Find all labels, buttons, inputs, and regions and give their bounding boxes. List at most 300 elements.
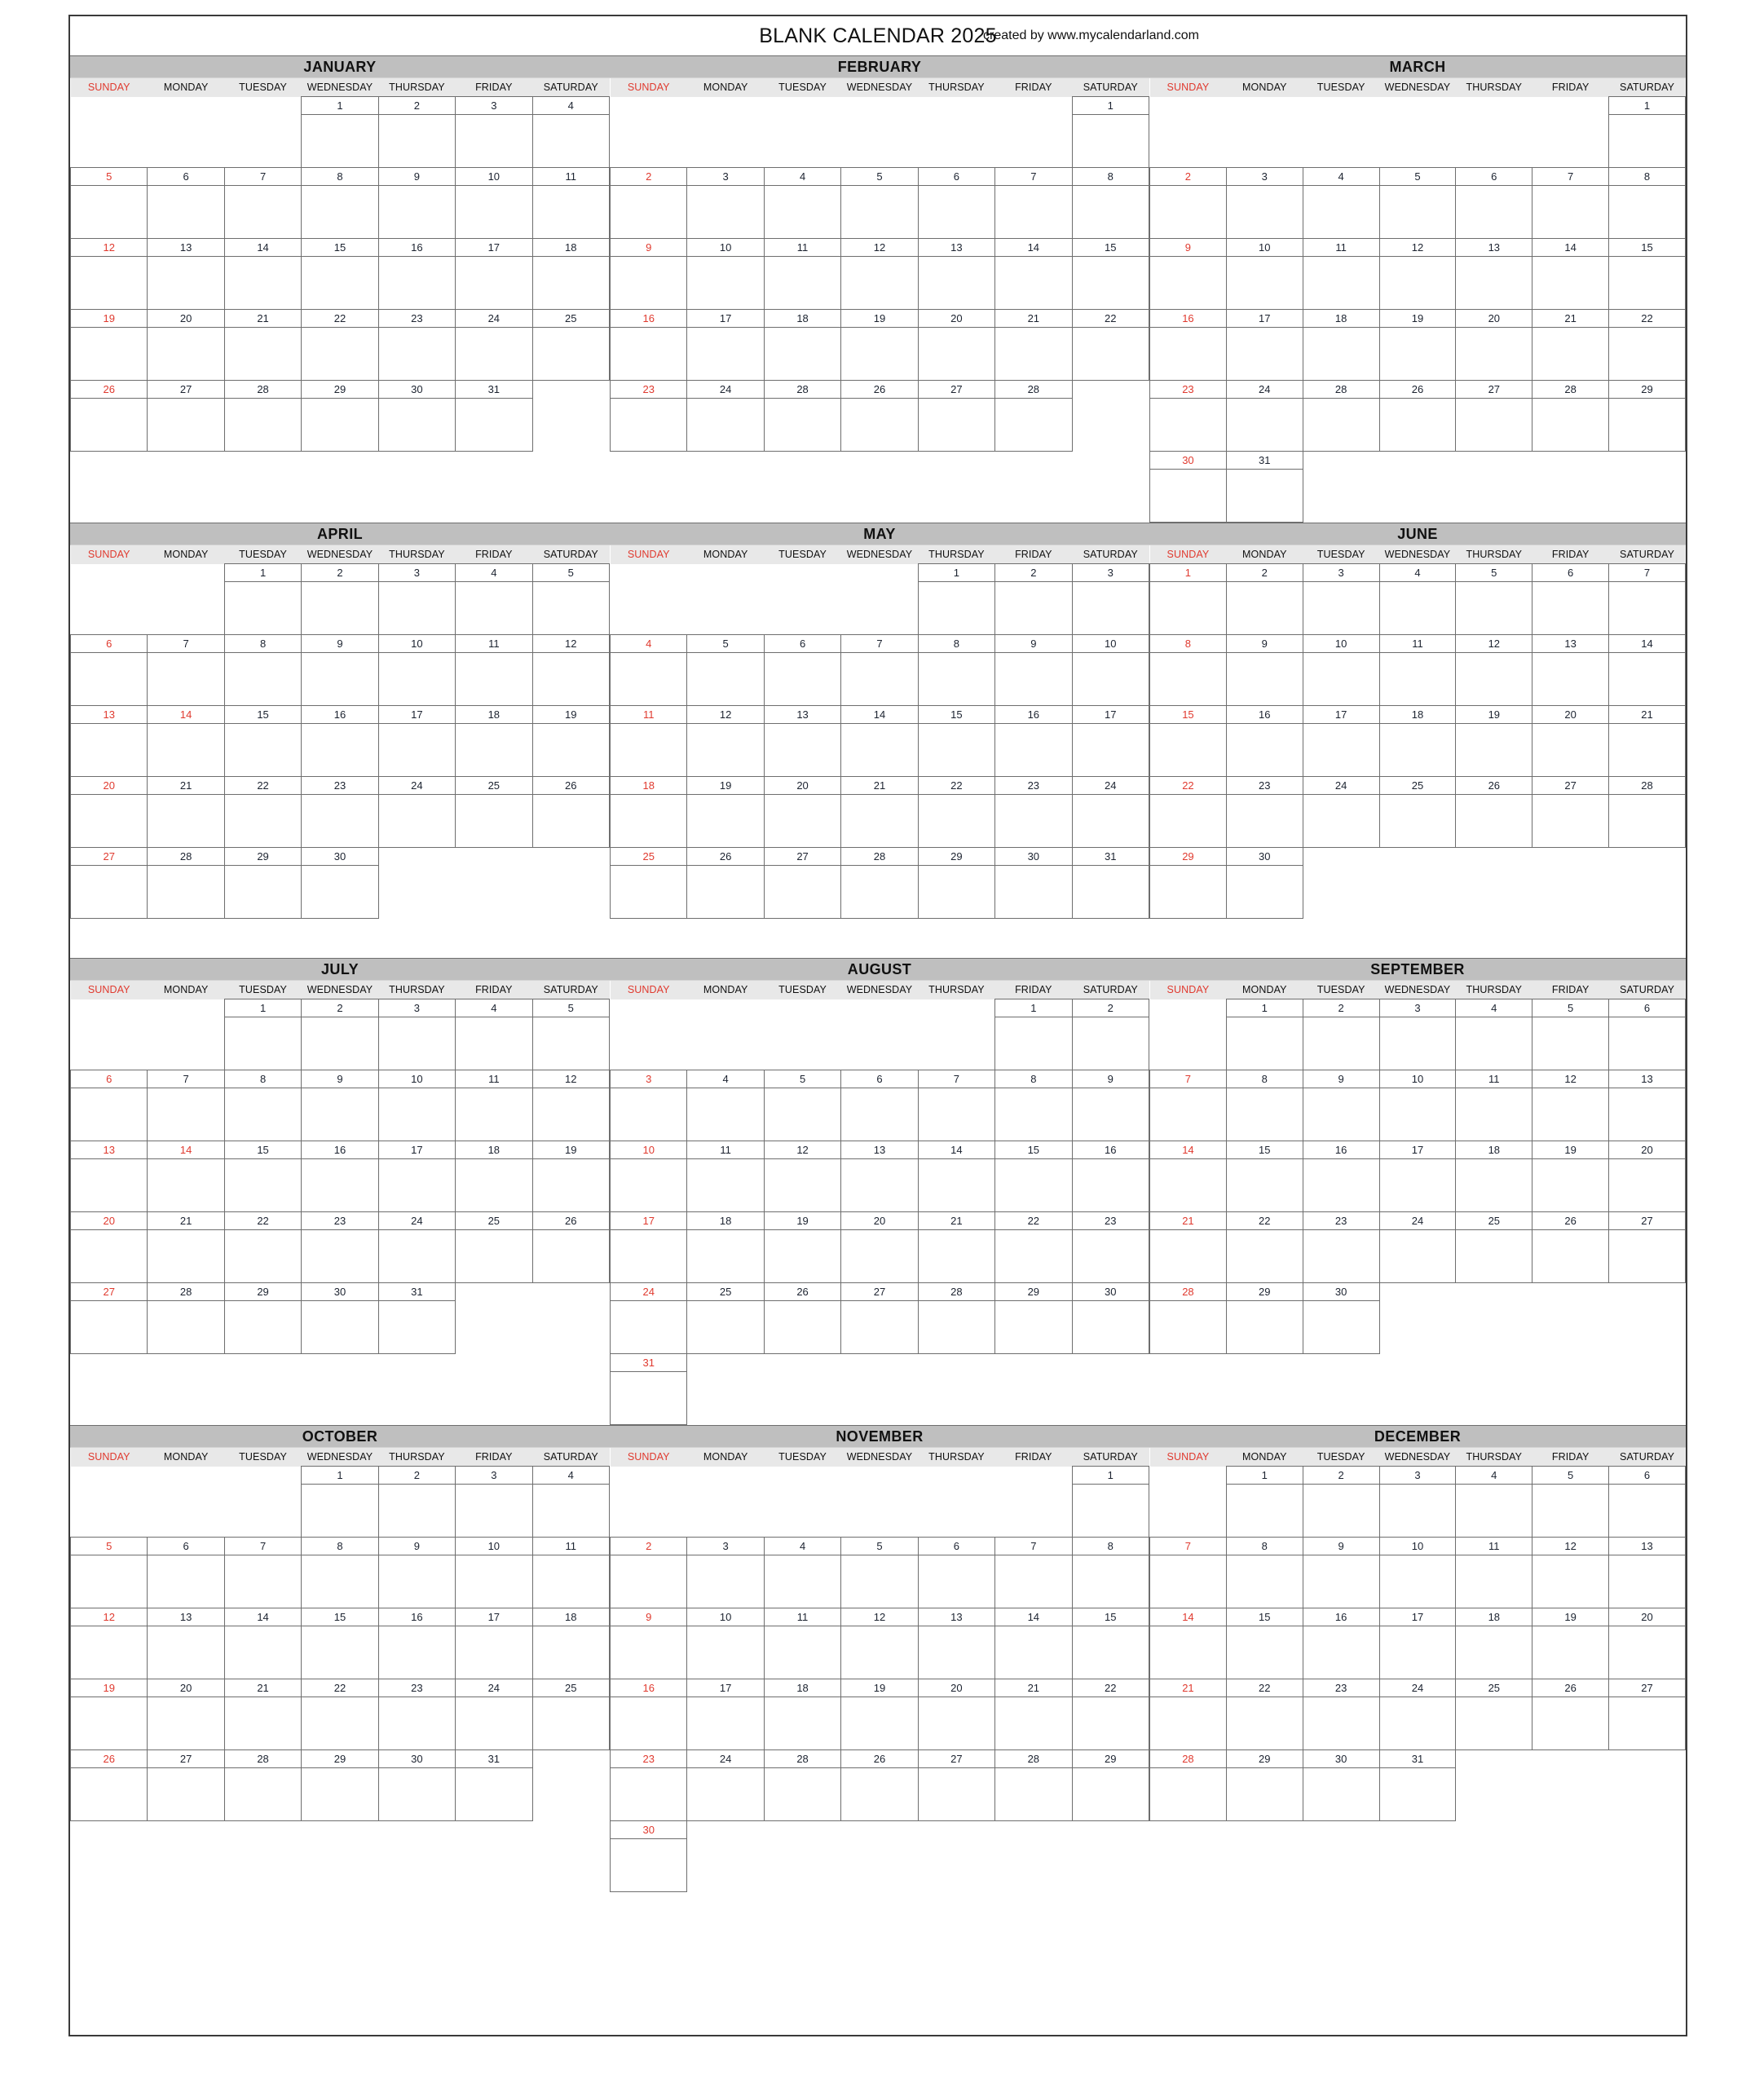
day-number-cell[interactable]: 9 <box>1150 239 1227 257</box>
day-number-cell[interactable]: 22 <box>224 777 301 795</box>
day-number-cell[interactable]: 29 <box>302 1750 378 1768</box>
day-number-cell[interactable]: 9 <box>611 1608 687 1626</box>
day-note-cell[interactable] <box>918 653 994 706</box>
day-note-cell[interactable] <box>841 795 918 848</box>
day-note-cell[interactable] <box>1532 724 1609 777</box>
day-note-cell[interactable] <box>1609 1626 1686 1679</box>
day-note-cell[interactable] <box>1532 1088 1609 1141</box>
day-number-cell[interactable]: 28 <box>764 1750 840 1768</box>
day-number-cell[interactable]: 24 <box>687 1750 764 1768</box>
day-note-cell[interactable] <box>302 724 378 777</box>
day-number-cell[interactable]: 24 <box>456 1679 532 1697</box>
day-note-cell[interactable] <box>456 653 532 706</box>
day-number-cell[interactable]: 19 <box>687 777 764 795</box>
day-number-cell[interactable]: 27 <box>148 1750 224 1768</box>
day-note-cell[interactable] <box>918 582 994 635</box>
day-note-cell[interactable] <box>687 257 764 310</box>
day-number-cell[interactable]: 31 <box>456 1750 532 1768</box>
day-note-cell[interactable] <box>224 582 301 635</box>
day-number-cell[interactable]: 14 <box>224 239 301 257</box>
day-number-cell[interactable]: 18 <box>1303 310 1379 328</box>
day-note-cell[interactable] <box>1609 653 1686 706</box>
day-number-cell[interactable]: 20 <box>918 1679 994 1697</box>
day-note-cell[interactable] <box>611 1697 687 1750</box>
day-note-cell[interactable] <box>764 1230 840 1283</box>
day-note-cell[interactable] <box>1226 1768 1303 1821</box>
day-number-cell[interactable]: 4 <box>764 168 840 186</box>
day-note-cell[interactable] <box>1303 582 1379 635</box>
day-number-cell[interactable]: 27 <box>71 848 148 866</box>
day-note-cell[interactable] <box>841 1555 918 1608</box>
day-number-cell[interactable]: 26 <box>1532 1212 1609 1230</box>
day-note-cell[interactable] <box>148 1626 224 1679</box>
day-number-cell[interactable]: 1 <box>224 564 301 582</box>
day-number-cell[interactable]: 11 <box>1456 1070 1532 1088</box>
day-note-cell[interactable] <box>1226 1555 1303 1608</box>
day-note-cell[interactable] <box>918 328 994 381</box>
day-note-cell[interactable] <box>841 724 918 777</box>
day-note-cell[interactable] <box>532 115 609 168</box>
day-number-cell[interactable]: 12 <box>1532 1538 1609 1555</box>
day-number-cell[interactable]: 19 <box>1456 706 1532 724</box>
day-note-cell[interactable] <box>1226 866 1303 919</box>
day-note-cell[interactable] <box>1379 795 1456 848</box>
day-number-cell[interactable]: 24 <box>456 310 532 328</box>
day-number-cell[interactable]: 1 <box>302 97 378 115</box>
day-note-cell[interactable] <box>764 795 840 848</box>
day-number-cell[interactable]: 10 <box>1303 635 1379 653</box>
day-note-cell[interactable] <box>456 1626 532 1679</box>
day-note-cell[interactable] <box>302 1159 378 1212</box>
day-note-cell[interactable] <box>995 1230 1072 1283</box>
day-note-cell[interactable] <box>1609 328 1686 381</box>
day-number-cell[interactable]: 17 <box>687 310 764 328</box>
day-note-cell[interactable] <box>1532 582 1609 635</box>
day-note-cell[interactable] <box>1072 1768 1149 1821</box>
day-number-cell[interactable]: 29 <box>995 1283 1072 1301</box>
day-note-cell[interactable] <box>302 1301 378 1354</box>
day-number-cell[interactable]: 11 <box>1303 239 1379 257</box>
day-note-cell[interactable] <box>532 1017 609 1070</box>
day-number-cell[interactable]: 3 <box>1379 1467 1456 1485</box>
day-note-cell[interactable] <box>841 1301 918 1354</box>
day-note-cell[interactable] <box>1303 257 1379 310</box>
day-note-cell[interactable] <box>532 1626 609 1679</box>
day-number-cell[interactable]: 3 <box>1072 564 1149 582</box>
day-note-cell[interactable] <box>1609 1697 1686 1750</box>
day-number-cell[interactable]: 30 <box>1072 1283 1149 1301</box>
day-note-cell[interactable] <box>1072 582 1149 635</box>
day-number-cell[interactable]: 13 <box>764 706 840 724</box>
day-number-cell[interactable]: 9 <box>1303 1070 1379 1088</box>
day-note-cell[interactable] <box>611 724 687 777</box>
day-note-cell[interactable] <box>1226 582 1303 635</box>
day-note-cell[interactable] <box>764 724 840 777</box>
day-number-cell[interactable]: 9 <box>1226 635 1303 653</box>
day-note-cell[interactable] <box>995 582 1072 635</box>
day-note-cell[interactable] <box>1532 653 1609 706</box>
day-note-cell[interactable] <box>1379 1159 1456 1212</box>
day-note-cell[interactable] <box>302 1230 378 1283</box>
day-number-cell[interactable]: 7 <box>995 168 1072 186</box>
day-number-cell[interactable]: 27 <box>1456 381 1532 399</box>
day-number-cell[interactable]: 11 <box>764 1608 840 1626</box>
day-number-cell[interactable]: 31 <box>456 381 532 399</box>
day-note-cell[interactable] <box>995 1697 1072 1750</box>
day-number-cell[interactable]: 23 <box>1303 1212 1379 1230</box>
day-number-cell[interactable]: 19 <box>71 1679 148 1697</box>
day-note-cell[interactable] <box>1072 795 1149 848</box>
day-note-cell[interactable] <box>1303 399 1379 452</box>
day-note-cell[interactable] <box>224 1230 301 1283</box>
day-number-cell[interactable]: 29 <box>1609 381 1686 399</box>
day-number-cell[interactable]: 13 <box>148 1608 224 1626</box>
day-note-cell[interactable] <box>1150 186 1227 239</box>
day-note-cell[interactable] <box>918 1159 994 1212</box>
day-number-cell[interactable]: 8 <box>224 1070 301 1088</box>
day-number-cell[interactable]: 15 <box>1226 1608 1303 1626</box>
day-note-cell[interactable] <box>1379 1768 1456 1821</box>
day-note-cell[interactable] <box>71 1159 148 1212</box>
day-number-cell[interactable]: 3 <box>687 1538 764 1555</box>
day-note-cell[interactable] <box>378 795 455 848</box>
day-number-cell[interactable]: 30 <box>1303 1283 1379 1301</box>
day-number-cell[interactable]: 27 <box>918 381 994 399</box>
day-note-cell[interactable] <box>687 724 764 777</box>
day-number-cell[interactable]: 17 <box>687 1679 764 1697</box>
day-note-cell[interactable] <box>918 724 994 777</box>
day-number-cell[interactable]: 9 <box>378 168 455 186</box>
day-number-cell[interactable]: 25 <box>456 777 532 795</box>
day-number-cell[interactable]: 27 <box>1609 1212 1686 1230</box>
day-note-cell[interactable] <box>148 328 224 381</box>
day-number-cell[interactable]: 12 <box>1379 239 1456 257</box>
day-number-cell[interactable]: 24 <box>611 1283 687 1301</box>
day-number-cell[interactable]: 12 <box>532 1070 609 1088</box>
day-note-cell[interactable] <box>224 1626 301 1679</box>
day-note-cell[interactable] <box>1226 328 1303 381</box>
day-number-cell[interactable]: 27 <box>1609 1679 1686 1697</box>
day-number-cell[interactable]: 28 <box>841 848 918 866</box>
day-number-cell[interactable]: 20 <box>71 1212 148 1230</box>
day-note-cell[interactable] <box>302 328 378 381</box>
day-note-cell[interactable] <box>532 328 609 381</box>
day-number-cell[interactable]: 26 <box>71 1750 148 1768</box>
day-number-cell[interactable]: 25 <box>532 310 609 328</box>
day-number-cell[interactable]: 11 <box>1379 635 1456 653</box>
day-number-cell[interactable]: 12 <box>764 1141 840 1159</box>
day-note-cell[interactable] <box>918 1088 994 1141</box>
day-note-cell[interactable] <box>1379 257 1456 310</box>
day-note-cell[interactable] <box>1303 724 1379 777</box>
day-number-cell[interactable]: 3 <box>687 168 764 186</box>
day-note-cell[interactable] <box>995 724 1072 777</box>
day-number-cell[interactable]: 18 <box>764 1679 840 1697</box>
day-number-cell[interactable]: 18 <box>456 1141 532 1159</box>
day-number-cell[interactable]: 19 <box>71 310 148 328</box>
day-number-cell[interactable]: 8 <box>1609 168 1686 186</box>
day-note-cell[interactable] <box>611 866 687 919</box>
day-note-cell[interactable] <box>302 1768 378 1821</box>
day-number-cell[interactable]: 5 <box>532 999 609 1017</box>
day-number-cell[interactable]: 28 <box>224 381 301 399</box>
day-note-cell[interactable] <box>611 1230 687 1283</box>
day-note-cell[interactable] <box>302 115 378 168</box>
day-note-cell[interactable] <box>611 653 687 706</box>
day-note-cell[interactable] <box>456 257 532 310</box>
day-number-cell[interactable]: 14 <box>995 1608 1072 1626</box>
day-note-cell[interactable] <box>148 1230 224 1283</box>
day-note-cell[interactable] <box>71 1088 148 1141</box>
day-note-cell[interactable] <box>764 653 840 706</box>
day-number-cell[interactable]: 8 <box>1150 635 1227 653</box>
day-note-cell[interactable] <box>611 795 687 848</box>
day-note-cell[interactable] <box>71 257 148 310</box>
day-note-cell[interactable] <box>1609 257 1686 310</box>
day-number-cell[interactable]: 21 <box>995 310 1072 328</box>
day-number-cell[interactable]: 13 <box>148 239 224 257</box>
day-number-cell[interactable]: 7 <box>995 1538 1072 1555</box>
day-number-cell[interactable]: 27 <box>764 848 840 866</box>
day-number-cell[interactable]: 6 <box>1609 1467 1686 1485</box>
day-note-cell[interactable] <box>1609 115 1686 168</box>
day-note-cell[interactable] <box>378 1088 455 1141</box>
day-number-cell[interactable]: 15 <box>302 239 378 257</box>
day-number-cell[interactable]: 23 <box>1226 777 1303 795</box>
day-note-cell[interactable] <box>1150 1768 1227 1821</box>
day-number-cell[interactable]: 19 <box>841 310 918 328</box>
day-number-cell[interactable]: 11 <box>456 635 532 653</box>
day-note-cell[interactable] <box>764 1159 840 1212</box>
day-note-cell[interactable] <box>1303 1697 1379 1750</box>
day-note-cell[interactable] <box>1150 1159 1227 1212</box>
day-note-cell[interactable] <box>1072 653 1149 706</box>
day-number-cell[interactable]: 16 <box>302 1141 378 1159</box>
day-note-cell[interactable] <box>995 1626 1072 1679</box>
day-number-cell[interactable]: 4 <box>456 564 532 582</box>
day-note-cell[interactable] <box>1379 1017 1456 1070</box>
day-number-cell[interactable]: 26 <box>532 1212 609 1230</box>
day-number-cell[interactable]: 20 <box>1456 310 1532 328</box>
day-note-cell[interactable] <box>456 1159 532 1212</box>
day-note-cell[interactable] <box>1226 1301 1303 1354</box>
day-note-cell[interactable] <box>995 1301 1072 1354</box>
day-number-cell[interactable]: 15 <box>224 706 301 724</box>
day-number-cell[interactable]: 17 <box>456 239 532 257</box>
day-note-cell[interactable] <box>611 257 687 310</box>
day-number-cell[interactable]: 6 <box>148 168 224 186</box>
day-number-cell[interactable]: 31 <box>1072 848 1149 866</box>
day-note-cell[interactable] <box>1226 470 1303 523</box>
day-note-cell[interactable] <box>224 399 301 452</box>
day-number-cell[interactable]: 26 <box>687 848 764 866</box>
day-note-cell[interactable] <box>302 582 378 635</box>
day-note-cell[interactable] <box>532 653 609 706</box>
day-number-cell[interactable]: 19 <box>532 706 609 724</box>
day-number-cell[interactable]: 28 <box>148 1283 224 1301</box>
day-number-cell[interactable]: 29 <box>224 1283 301 1301</box>
day-number-cell[interactable]: 20 <box>148 310 224 328</box>
day-number-cell[interactable]: 17 <box>1072 706 1149 724</box>
day-number-cell[interactable]: 11 <box>764 239 840 257</box>
day-note-cell[interactable] <box>995 399 1072 452</box>
day-number-cell[interactable]: 2 <box>1150 168 1227 186</box>
day-note-cell[interactable] <box>1379 1088 1456 1141</box>
day-note-cell[interactable] <box>1072 1159 1149 1212</box>
day-note-cell[interactable] <box>1226 1230 1303 1283</box>
day-note-cell[interactable] <box>378 724 455 777</box>
day-number-cell[interactable]: 21 <box>224 310 301 328</box>
day-note-cell[interactable] <box>1379 724 1456 777</box>
day-number-cell[interactable]: 17 <box>378 1141 455 1159</box>
day-note-cell[interactable] <box>1150 866 1227 919</box>
day-note-cell[interactable] <box>1303 328 1379 381</box>
day-number-cell[interactable]: 27 <box>918 1750 994 1768</box>
day-note-cell[interactable] <box>302 795 378 848</box>
day-note-cell[interactable] <box>1226 724 1303 777</box>
day-note-cell[interactable] <box>1379 186 1456 239</box>
day-note-cell[interactable] <box>1072 1017 1149 1070</box>
day-note-cell[interactable] <box>687 653 764 706</box>
day-number-cell[interactable]: 10 <box>1379 1070 1456 1088</box>
day-number-cell[interactable]: 30 <box>1303 1750 1379 1768</box>
day-note-cell[interactable] <box>1456 1555 1532 1608</box>
day-number-cell[interactable]: 5 <box>1456 564 1532 582</box>
day-note-cell[interactable] <box>687 328 764 381</box>
day-number-cell[interactable]: 7 <box>1150 1070 1227 1088</box>
day-note-cell[interactable] <box>918 257 994 310</box>
day-number-cell[interactable]: 17 <box>1379 1608 1456 1626</box>
day-number-cell[interactable]: 10 <box>687 239 764 257</box>
day-note-cell[interactable] <box>995 866 1072 919</box>
day-number-cell[interactable]: 28 <box>1150 1283 1227 1301</box>
day-note-cell[interactable] <box>302 1626 378 1679</box>
day-number-cell[interactable]: 20 <box>918 310 994 328</box>
day-note-cell[interactable] <box>1456 328 1532 381</box>
day-note-cell[interactable] <box>1303 1555 1379 1608</box>
day-number-cell[interactable]: 13 <box>1609 1070 1686 1088</box>
day-note-cell[interactable] <box>1532 1017 1609 1070</box>
day-note-cell[interactable] <box>224 1555 301 1608</box>
day-number-cell[interactable]: 22 <box>224 1212 301 1230</box>
day-number-cell[interactable]: 30 <box>1150 452 1227 470</box>
day-note-cell[interactable] <box>1072 328 1149 381</box>
day-number-cell[interactable]: 10 <box>378 1070 455 1088</box>
day-number-cell[interactable]: 4 <box>611 635 687 653</box>
day-number-cell[interactable]: 12 <box>1532 1070 1609 1088</box>
day-note-cell[interactable] <box>687 1088 764 1141</box>
day-number-cell[interactable]: 18 <box>1379 706 1456 724</box>
day-number-cell[interactable]: 25 <box>1456 1679 1532 1697</box>
day-number-cell[interactable]: 13 <box>918 239 994 257</box>
day-number-cell[interactable]: 11 <box>687 1141 764 1159</box>
day-number-cell[interactable]: 19 <box>1379 310 1456 328</box>
day-note-cell[interactable] <box>1226 1485 1303 1538</box>
day-note-cell[interactable] <box>1609 399 1686 452</box>
day-note-cell[interactable] <box>995 1159 1072 1212</box>
day-note-cell[interactable] <box>302 653 378 706</box>
day-note-cell[interactable] <box>224 653 301 706</box>
day-note-cell[interactable] <box>148 724 224 777</box>
day-note-cell[interactable] <box>71 328 148 381</box>
day-note-cell[interactable] <box>1532 1626 1609 1679</box>
day-number-cell[interactable]: 10 <box>456 1538 532 1555</box>
day-note-cell[interactable] <box>378 399 455 452</box>
day-number-cell[interactable]: 16 <box>378 1608 455 1626</box>
day-note-cell[interactable] <box>687 795 764 848</box>
day-note-cell[interactable] <box>456 795 532 848</box>
day-note-cell[interactable] <box>456 1017 532 1070</box>
day-number-cell[interactable]: 4 <box>456 999 532 1017</box>
day-number-cell[interactable]: 24 <box>1072 777 1149 795</box>
day-number-cell[interactable]: 19 <box>764 1212 840 1230</box>
day-note-cell[interactable] <box>764 186 840 239</box>
day-number-cell[interactable]: 16 <box>1303 1608 1379 1626</box>
day-number-cell[interactable]: 21 <box>224 1679 301 1697</box>
day-number-cell[interactable]: 11 <box>456 1070 532 1088</box>
day-note-cell[interactable] <box>71 724 148 777</box>
day-note-cell[interactable] <box>764 1301 840 1354</box>
day-note-cell[interactable] <box>456 1485 532 1538</box>
day-number-cell[interactable]: 22 <box>1072 1679 1149 1697</box>
day-number-cell[interactable]: 5 <box>841 168 918 186</box>
day-number-cell[interactable]: 14 <box>1150 1608 1227 1626</box>
day-number-cell[interactable]: 12 <box>841 1608 918 1626</box>
day-number-cell[interactable]: 24 <box>1226 381 1303 399</box>
day-number-cell[interactable]: 31 <box>1226 452 1303 470</box>
day-note-cell[interactable] <box>841 1626 918 1679</box>
day-number-cell[interactable]: 20 <box>1532 706 1609 724</box>
day-note-cell[interactable] <box>1456 724 1532 777</box>
day-note-cell[interactable] <box>1150 328 1227 381</box>
day-note-cell[interactable] <box>1532 328 1609 381</box>
day-note-cell[interactable] <box>224 186 301 239</box>
day-note-cell[interactable] <box>1609 1017 1686 1070</box>
day-number-cell[interactable]: 28 <box>1532 381 1609 399</box>
day-number-cell[interactable]: 7 <box>1609 564 1686 582</box>
day-number-cell[interactable]: 26 <box>841 1750 918 1768</box>
day-number-cell[interactable]: 15 <box>1226 1141 1303 1159</box>
day-number-cell[interactable]: 28 <box>995 1750 1072 1768</box>
day-note-cell[interactable] <box>378 1230 455 1283</box>
day-number-cell[interactable]: 27 <box>841 1283 918 1301</box>
day-number-cell[interactable]: 6 <box>148 1538 224 1555</box>
day-number-cell[interactable]: 8 <box>1226 1538 1303 1555</box>
day-number-cell[interactable]: 25 <box>687 1283 764 1301</box>
day-number-cell[interactable]: 10 <box>1072 635 1149 653</box>
day-number-cell[interactable]: 13 <box>1609 1538 1686 1555</box>
day-number-cell[interactable]: 22 <box>1226 1679 1303 1697</box>
day-note-cell[interactable] <box>532 1159 609 1212</box>
day-note-cell[interactable] <box>687 1697 764 1750</box>
day-number-cell[interactable]: 29 <box>302 381 378 399</box>
day-note-cell[interactable] <box>378 1626 455 1679</box>
day-number-cell[interactable]: 4 <box>1303 168 1379 186</box>
day-number-cell[interactable]: 8 <box>1226 1070 1303 1088</box>
day-note-cell[interactable] <box>687 1768 764 1821</box>
day-note-cell[interactable] <box>378 186 455 239</box>
day-number-cell[interactable]: 18 <box>687 1212 764 1230</box>
day-number-cell[interactable]: 11 <box>611 706 687 724</box>
day-number-cell[interactable]: 22 <box>302 310 378 328</box>
day-number-cell[interactable]: 6 <box>764 635 840 653</box>
day-note-cell[interactable] <box>456 1230 532 1283</box>
day-note-cell[interactable] <box>1456 1230 1532 1283</box>
day-number-cell[interactable]: 30 <box>378 1750 455 1768</box>
day-note-cell[interactable] <box>1303 1017 1379 1070</box>
day-note-cell[interactable] <box>1303 1230 1379 1283</box>
day-number-cell[interactable]: 8 <box>302 1538 378 1555</box>
